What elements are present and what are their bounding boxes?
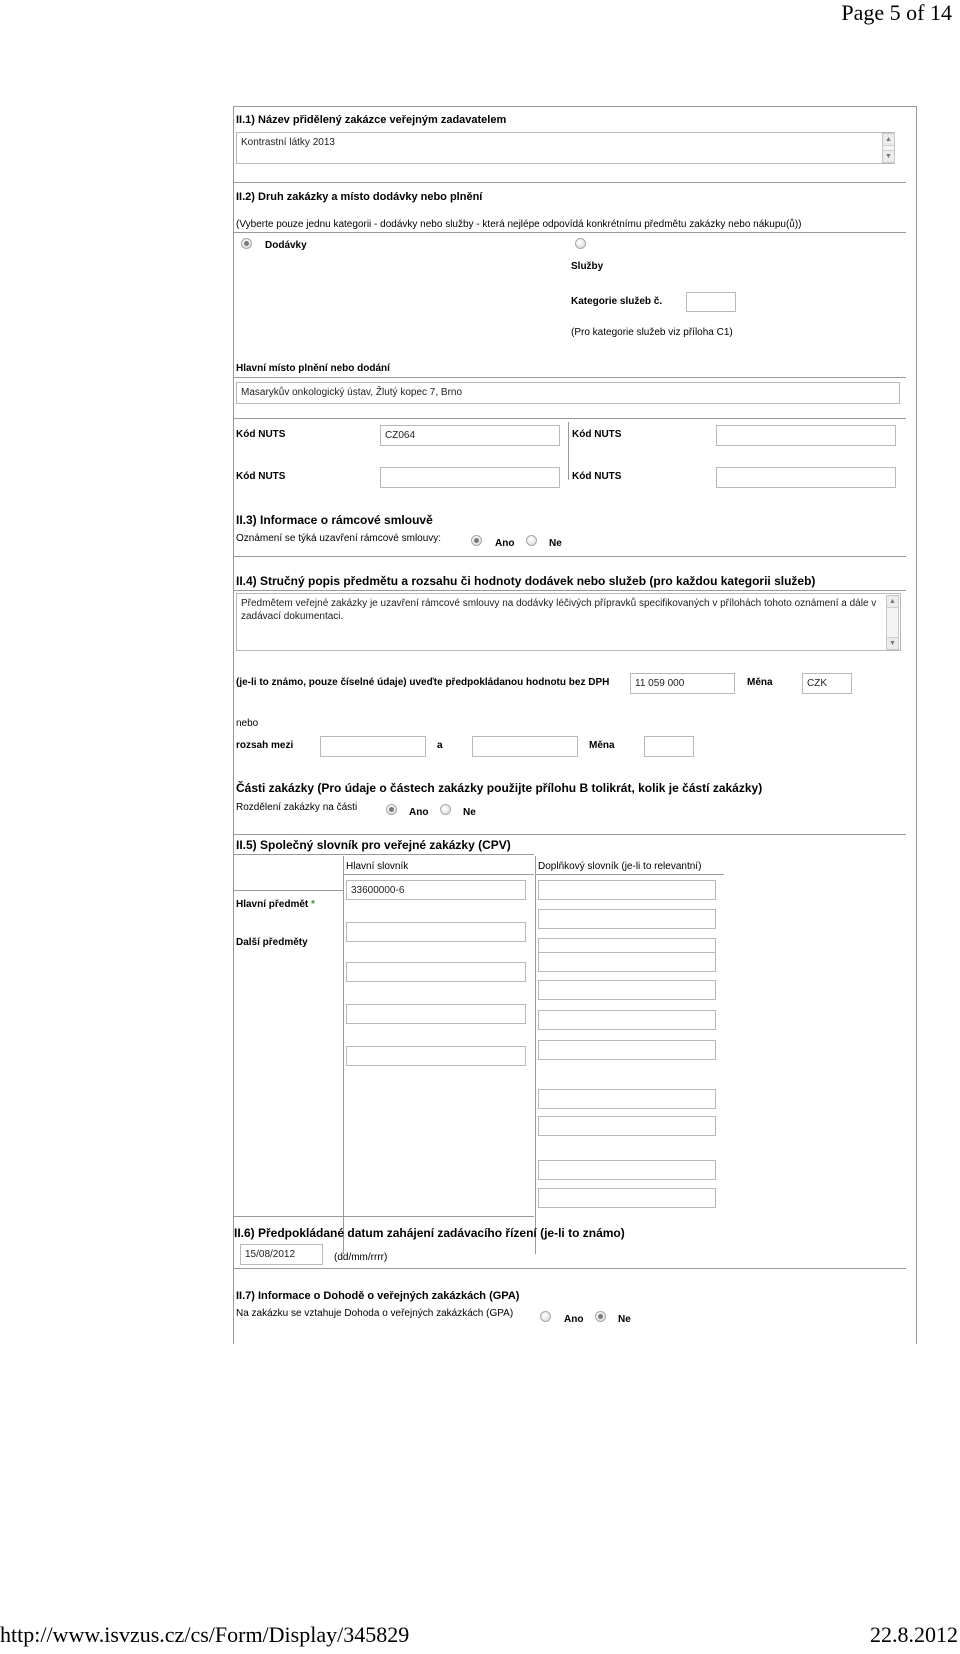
page-number: Page 5 of 14 <box>841 0 952 25</box>
divider <box>234 1216 534 1217</box>
label-nuts-1: Kód NUTS <box>236 429 286 440</box>
radio-casti-ne[interactable] <box>440 804 451 815</box>
radio-sluzby[interactable] <box>575 238 586 249</box>
divider-vertical <box>535 856 536 1254</box>
popis-scrollbar[interactable] <box>886 595 899 650</box>
label-ramcova-ne: Ne <box>549 538 562 549</box>
label-casti-ano: Ano <box>409 807 429 818</box>
divider <box>234 590 906 591</box>
label-hlavni-slovnik: Hlavní slovník <box>346 861 409 872</box>
cpv-doplnkovy-field-10[interactable] <box>538 1160 716 1180</box>
scroll-down-icon[interactable]: ▼ <box>887 637 898 649</box>
label-mena-1: Měna <box>747 677 773 688</box>
nuts-field-3[interactable] <box>380 467 560 488</box>
cpv-dalsi-field-4[interactable] <box>346 1046 526 1066</box>
label-nuts-2: Kód NUTS <box>572 429 622 440</box>
label-nebo: nebo <box>236 718 259 729</box>
label-kategorie-sluzeb: Kategorie služeb č. <box>571 296 663 307</box>
ramcova-question: Oznámení se týká uzavření rámcové smlouvy: <box>236 533 442 544</box>
kategorie-note: (Pro kategorie služeb viz příloha C1) <box>571 327 733 338</box>
label-rozsah-mezi: rozsah mezi <box>236 740 294 751</box>
datum-zahajeni-field[interactable]: 15/08/2012 <box>240 1244 323 1265</box>
cpv-doplnkovy-field-7[interactable] <box>538 1040 716 1060</box>
gpa-question: Na zakázku se vztahuje Dohoda o veřejných zakázkách (GPA) <box>236 1308 514 1319</box>
cpv-doplnkovy-field-9[interactable] <box>538 1116 716 1136</box>
divider <box>234 182 906 183</box>
radio-ramcova-ano[interactable] <box>471 535 482 546</box>
cpv-dalsi-field-3[interactable] <box>346 1004 526 1024</box>
kategorie-sluzeb-field[interactable] <box>686 292 736 312</box>
label-mena-2: Měna <box>589 740 615 751</box>
section-title-ii1: II.1) Název přidělený zakázce veřejným zadavatelem <box>236 114 507 126</box>
label-gpa-ne: Ne <box>618 1314 631 1325</box>
label-doplnkovy-slovnik: Doplňkový slovník (je-li to relevantní) <box>538 861 702 872</box>
popis-field[interactable]: Předmětem veřejné zakázky je uzavření rámcové smlouvy na dodávky léčivých přípravků specifikovaných v přílohách tohoto oznámení a dále v zadávací dokumentaci. <box>236 593 901 651</box>
nuts-field-2[interactable] <box>716 425 896 446</box>
divider <box>234 418 906 419</box>
cpv-doplnkovy-field-8[interactable] <box>538 1089 716 1109</box>
required-star-icon: * <box>311 899 315 910</box>
form-frame-left <box>233 106 234 1344</box>
cpv-hlavni-field[interactable]: 33600000-6 <box>346 880 526 900</box>
label-casti-ne: Ne <box>463 807 476 818</box>
mena-field-2[interactable] <box>644 736 694 757</box>
cpv-doplnkovy-field-6[interactable] <box>538 1010 716 1030</box>
section-title-ii5: II.5) Společný slovník pro veřejné zakázky (CPV) <box>236 838 511 852</box>
rozsah-do-field[interactable] <box>472 736 578 757</box>
label-nuts-3: Kód NUTS <box>236 471 286 482</box>
divider-vertical <box>568 422 569 480</box>
date-format-hint: (dd/mm/rrrr) <box>334 1252 388 1263</box>
cpv-doplnkovy-field-2[interactable] <box>538 909 716 929</box>
scroll-up-icon[interactable]: ▲ <box>887 596 898 608</box>
scroll-up-icon[interactable]: ▲ <box>883 134 894 146</box>
divider <box>234 854 534 855</box>
divider <box>234 890 344 891</box>
section-title-ii7: II.7) Informace o Dohodě o veřejných zakázkách (GPA) <box>236 1290 520 1302</box>
cpv-doplnkovy-field-5[interactable] <box>538 980 716 1000</box>
label-sluzby: Služby <box>571 261 604 272</box>
divider-vertical <box>343 856 344 1254</box>
nuts-field-4[interactable] <box>716 467 896 488</box>
hodnota-field[interactable]: 11 059 000 <box>630 673 735 694</box>
divider <box>234 232 906 233</box>
contract-name-scrollbar[interactable] <box>882 133 895 163</box>
cpv-doplnkovy-field-4[interactable] <box>538 952 716 972</box>
label-hlavni-predmet <box>236 899 315 910</box>
label-a: a <box>437 740 443 751</box>
divider <box>536 874 724 875</box>
section-title-ii4: II.4) Stručný popis předmětu a rozsahu či hodnoty dodávek nebo služeb (pro každou kategorii služeb) <box>236 574 816 588</box>
section-title-ii6: II.6) Předpokládané datum zahájení zadávacího řízení (je-li to známo) <box>234 1226 625 1240</box>
label-hodnota: (je-li to známo, pouze číselné údaje) uveďte předpokládanou hodnotu bez DPH <box>236 677 610 688</box>
radio-dodavky[interactable] <box>241 238 252 249</box>
section-note: (Vyberte pouze jednu kategorii - dodávky nebo služby - která nejlépe odpovídá konkrétnímu předmětu zakázky nebo nákupu(ů)) <box>236 219 802 230</box>
divider <box>234 556 906 557</box>
casti-question: Rozdělení zakázky na části <box>236 802 358 813</box>
cpv-dalsi-field-1[interactable] <box>346 922 526 942</box>
nuts-field-1[interactable]: CZ064 <box>380 425 560 446</box>
footer-date: 22.8.2012 <box>870 1622 958 1647</box>
cpv-dalsi-field-2[interactable] <box>346 962 526 982</box>
label-dodavky: Dodávky <box>265 240 307 251</box>
cpv-doplnkovy-field-11[interactable] <box>538 1188 716 1208</box>
contract-name-field[interactable]: Kontrastní látky 2013 <box>236 132 895 164</box>
radio-ramcova-ne[interactable] <box>526 535 537 546</box>
section-title-ii3: II.3) Informace o rámcové smlouvě <box>236 513 433 527</box>
radio-gpa-ne[interactable] <box>595 1311 606 1322</box>
form-frame-top <box>233 106 917 107</box>
label-dalsi-predmety: Další předměty <box>236 937 308 948</box>
footer-url: http://www.isvzus.cz/cs/Form/Display/345829 <box>0 1622 410 1647</box>
scroll-down-icon[interactable]: ▼ <box>883 150 894 162</box>
rozsah-od-field[interactable] <box>320 736 426 757</box>
cpv-doplnkovy-field-1[interactable] <box>538 880 716 900</box>
divider <box>234 834 906 835</box>
section-title-ii2: II.2) Druh zakázky a místo dodávky nebo plnění <box>236 191 483 203</box>
form-frame-right <box>916 106 917 1344</box>
label-nuts-4: Kód NUTS <box>572 471 622 482</box>
radio-casti-ano[interactable] <box>386 804 397 815</box>
divider <box>344 874 534 875</box>
label-gpa-ano: Ano <box>564 1314 584 1325</box>
label-ramcova-ano: Ano <box>495 538 515 549</box>
hlavni-predmet-text: Hlavní předmět <box>236 899 309 910</box>
hlavni-misto-field[interactable]: Masarykův onkologický ústav, Žlutý kopec 7, Brno <box>236 382 900 404</box>
divider <box>234 1268 906 1269</box>
label-hlavni-misto: Hlavní místo plnění nebo dodání <box>236 363 390 374</box>
casti-title: Části zakázky (Pro údaje o částech zakázky použijte přílohu B tolikrát, kolik je částí zakázky) <box>236 781 763 795</box>
radio-gpa-ano[interactable] <box>540 1311 551 1322</box>
mena-field-1[interactable]: CZK <box>802 673 852 694</box>
divider <box>234 377 906 378</box>
